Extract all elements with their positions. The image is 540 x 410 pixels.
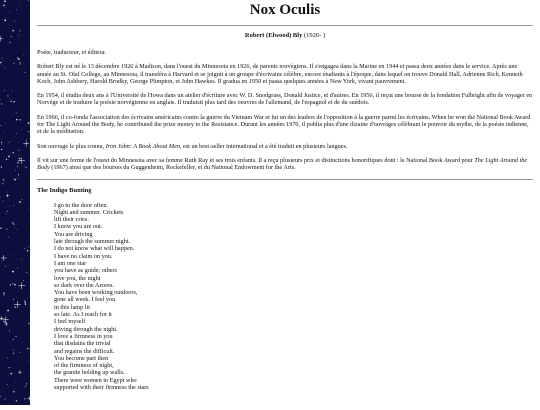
star-sparkle xyxy=(27,396,30,400)
star xyxy=(9,330,10,331)
star xyxy=(15,307,16,308)
poem-line: love you, the night xyxy=(54,274,101,282)
star xyxy=(7,310,9,312)
star xyxy=(3,201,4,202)
star xyxy=(4,67,5,68)
star xyxy=(0,396,1,397)
star xyxy=(29,361,30,362)
bio-p4-text-end: , est un best-seller international et a été traduit en plusieurs langues. xyxy=(179,142,348,150)
star xyxy=(13,152,14,153)
star xyxy=(2,183,4,185)
star xyxy=(14,21,15,22)
star xyxy=(24,167,25,168)
star xyxy=(5,15,6,16)
star xyxy=(16,133,17,134)
star xyxy=(19,201,21,203)
star-sparkle xyxy=(1,255,7,261)
star xyxy=(26,272,27,273)
star xyxy=(2,58,3,59)
star-sparkle xyxy=(0,316,4,320)
star xyxy=(28,131,29,132)
star xyxy=(8,156,10,158)
star xyxy=(20,63,21,64)
star xyxy=(5,123,6,124)
star xyxy=(17,178,18,179)
author-years: (1926- ) xyxy=(303,32,326,39)
bio-paragraph-2: En 1954, il étudia deux ans à l'Université de l'Iowa dans un atelier d'écriture avec W. D. Snodgrass, Donald Justice, et d'autres. En 1956, il reçut une bourse de la fondation Fulbright afin de voyager en Norvège et de traduire la poésie norvégienne en anglais. Il traduisit plus tard des oeuvres de l'allemand, de l'espagnol et de du suédois. xyxy=(37,92,533,107)
star xyxy=(2,356,3,357)
poem-line: so late. As I reach for it xyxy=(54,311,112,319)
star xyxy=(12,283,14,285)
star xyxy=(19,158,21,160)
poem-line: of the firmness of night, xyxy=(54,362,114,370)
star xyxy=(4,90,5,91)
star xyxy=(24,302,25,303)
star xyxy=(14,179,16,181)
starfield-sidebar xyxy=(0,0,30,405)
poem-line: so dark over the Azores. xyxy=(54,281,114,289)
poem-line: Night and summer. Crickets xyxy=(54,208,124,216)
star xyxy=(1,142,2,143)
poem-line: I go to the door often. xyxy=(54,201,108,209)
page-title: Nox Oculis xyxy=(249,2,321,18)
star xyxy=(9,367,10,368)
star-sparkle xyxy=(18,282,25,289)
star xyxy=(17,57,18,58)
star xyxy=(19,352,20,353)
bio-p5-text-end: (1967) ainsi que des bourses du Guggenheim, Rockefeller, et du National Endowment for the Arts. xyxy=(49,164,296,172)
poem-line: late through the summer night. xyxy=(54,238,131,246)
star xyxy=(28,122,30,124)
star xyxy=(13,299,14,300)
star xyxy=(0,228,1,229)
star xyxy=(10,255,11,256)
poem-body xyxy=(54,202,533,392)
star xyxy=(15,170,16,171)
star xyxy=(18,40,19,41)
star xyxy=(12,271,14,273)
star xyxy=(21,258,22,259)
star xyxy=(13,223,15,225)
star xyxy=(24,300,25,301)
poem-line: You become part then xyxy=(54,354,109,362)
star xyxy=(23,55,24,56)
star xyxy=(9,206,10,207)
star xyxy=(13,222,14,223)
star xyxy=(16,119,18,121)
star xyxy=(12,115,13,116)
star xyxy=(1,166,2,167)
book-title-light-around-body: The Light Around the Body xyxy=(37,156,528,172)
poem-line: you have as guide; others xyxy=(54,267,117,275)
star xyxy=(23,280,24,281)
star xyxy=(21,129,22,130)
star xyxy=(27,250,29,252)
star xyxy=(3,293,4,294)
star xyxy=(28,0,29,1)
divider-top xyxy=(37,25,533,26)
star xyxy=(8,142,9,143)
star xyxy=(15,336,17,338)
star xyxy=(13,353,14,354)
star xyxy=(6,213,7,214)
poem-line: I love a firmness in you xyxy=(54,332,113,340)
book-title-iron-john: Iron John: A Book About Men xyxy=(105,142,180,150)
star xyxy=(26,230,27,231)
star xyxy=(24,248,25,249)
star-sparkle xyxy=(23,141,29,147)
star xyxy=(7,384,8,385)
star xyxy=(3,320,5,322)
star-sparkle xyxy=(0,36,3,42)
star xyxy=(28,246,29,247)
star xyxy=(10,11,11,12)
poem-title: The Indigo Bunting xyxy=(37,186,92,194)
star xyxy=(0,197,1,198)
star xyxy=(16,9,17,10)
star xyxy=(16,112,17,113)
poem-line: that disdains the trivial xyxy=(54,340,111,348)
star xyxy=(10,284,11,285)
star xyxy=(17,267,18,268)
star xyxy=(8,237,9,238)
poem-line: You have been working outdoors, xyxy=(54,289,138,297)
star xyxy=(6,228,7,229)
star xyxy=(18,174,19,175)
poem-line: in this lamp lit xyxy=(54,303,90,311)
star xyxy=(9,42,10,43)
star xyxy=(10,101,11,102)
star xyxy=(28,323,30,325)
star-sparkle xyxy=(18,371,21,374)
star xyxy=(13,391,15,393)
star-sparkle xyxy=(6,194,9,197)
star xyxy=(24,398,26,400)
star xyxy=(12,90,13,91)
star xyxy=(11,101,12,102)
star xyxy=(5,266,6,267)
star xyxy=(1,103,2,104)
star xyxy=(4,322,5,323)
star xyxy=(12,30,14,32)
star xyxy=(19,62,20,63)
star xyxy=(25,386,26,387)
star xyxy=(16,400,17,401)
star xyxy=(24,72,25,73)
author-heading xyxy=(37,32,533,39)
star xyxy=(3,4,5,6)
bio-roles: Poète, traducteur, et éditeur. xyxy=(37,49,107,56)
poem-line: and regains the difficult. xyxy=(54,347,115,355)
poem-line: I have no claim on you. xyxy=(54,252,113,260)
bio-paragraph-4 xyxy=(37,143,533,150)
star xyxy=(16,229,17,230)
star xyxy=(14,284,16,286)
star xyxy=(14,178,15,179)
poem-line: driving through the night. xyxy=(54,325,118,333)
poem-line: supported with their firmness the stars xyxy=(54,383,149,391)
star xyxy=(26,139,27,140)
poem-line: the granite holding up walls. xyxy=(54,369,125,377)
star xyxy=(3,294,5,296)
star xyxy=(13,101,15,103)
star xyxy=(13,63,14,64)
star xyxy=(17,162,19,164)
star xyxy=(7,192,8,193)
star xyxy=(14,168,15,169)
star xyxy=(10,141,11,142)
poem-line: gone all week. I feel you xyxy=(54,296,116,304)
star xyxy=(5,399,6,400)
star xyxy=(7,358,8,359)
poem-line: I am one star xyxy=(54,259,87,267)
star xyxy=(0,62,1,63)
star xyxy=(18,150,19,151)
poem-line: I know you are out. xyxy=(54,223,103,231)
poem-line: I do not know what will happen. xyxy=(54,245,135,253)
star xyxy=(6,159,7,160)
star xyxy=(13,349,14,350)
author-name: Robert (Elwood) Bly xyxy=(244,32,303,39)
main-content xyxy=(37,0,533,391)
star xyxy=(27,348,29,350)
star xyxy=(15,382,16,383)
star xyxy=(1,144,2,145)
star xyxy=(22,199,23,200)
poem-line: lift their cries. xyxy=(54,216,89,224)
star xyxy=(28,208,29,209)
star xyxy=(18,155,19,156)
star xyxy=(18,58,20,60)
star xyxy=(4,0,6,2)
star xyxy=(19,3,20,4)
star xyxy=(3,133,4,134)
star xyxy=(21,6,22,7)
star xyxy=(17,166,18,167)
star xyxy=(3,179,5,181)
star xyxy=(8,387,9,388)
poem-line: I feel myself xyxy=(54,318,86,326)
star xyxy=(4,19,6,21)
star xyxy=(18,34,19,35)
bio-p4-text: Son ouvrage le plus connu, xyxy=(37,142,106,150)
star xyxy=(25,167,26,168)
star xyxy=(14,227,15,228)
star xyxy=(7,95,8,97)
star xyxy=(13,339,14,340)
poem-line: There were women in Egypt who xyxy=(54,376,137,384)
bio-paragraph-5 xyxy=(37,157,533,172)
star xyxy=(11,36,12,37)
bio-p5-text: Il vit sur une ferme de l'ouest du Minnesota avec sa femme Ruth Ray et ses trois enfants. Il a reçu plusieurs prix et distinctions honorifiques dont : le National Book Award pour xyxy=(37,156,475,164)
star xyxy=(0,99,1,100)
star xyxy=(25,304,26,305)
star xyxy=(1,149,2,150)
divider-poem xyxy=(37,179,533,180)
starfield-stars xyxy=(0,0,30,405)
star xyxy=(26,383,27,384)
bio-paragraph-1: Robert Bly est né le 13 décembre 1926 à Madison, dans l'ouest du Minnesota en 1926, de parents norvégiens. Il s'engagea dans la Marine en 1944 et passa deux années dans le service. Après une année au St. Olaf College, au Minnesota, il transféra à Harvard et se joignit à un groupe d'écrivains célèbre, encore étudiants à l'époque, dans lequel on trouve Donald Hall, Adrienne Rich, Kenneth Koch, John Ashbery, Harold Brodky, George Plimpton, et John Hawkes. Il gradua en 1950 et passa quelques années à New York, vivant pauvrement. xyxy=(37,63,523,85)
star xyxy=(7,211,8,212)
poem-line: You are driving xyxy=(54,230,93,238)
bio-paragraph-3: En 1966, il co-fonda l'association des écrivains américains contre la guerre du Vietnam War et fut un des leaders de l'opposition à la guerre parmi les écrivains. When he won the National Book Award for The Light Around the Body, he contributed the prize money to the Resistance. Durant les années 1970, il publia plus d'une dizaine d'ouvrages célébrant le pouvoir du mythe, de la poésie indienne, et de la méditation. xyxy=(37,113,531,136)
star xyxy=(13,205,14,206)
star xyxy=(11,373,13,375)
star xyxy=(2,65,3,66)
star xyxy=(0,125,1,126)
star xyxy=(19,30,20,31)
star xyxy=(19,119,21,121)
